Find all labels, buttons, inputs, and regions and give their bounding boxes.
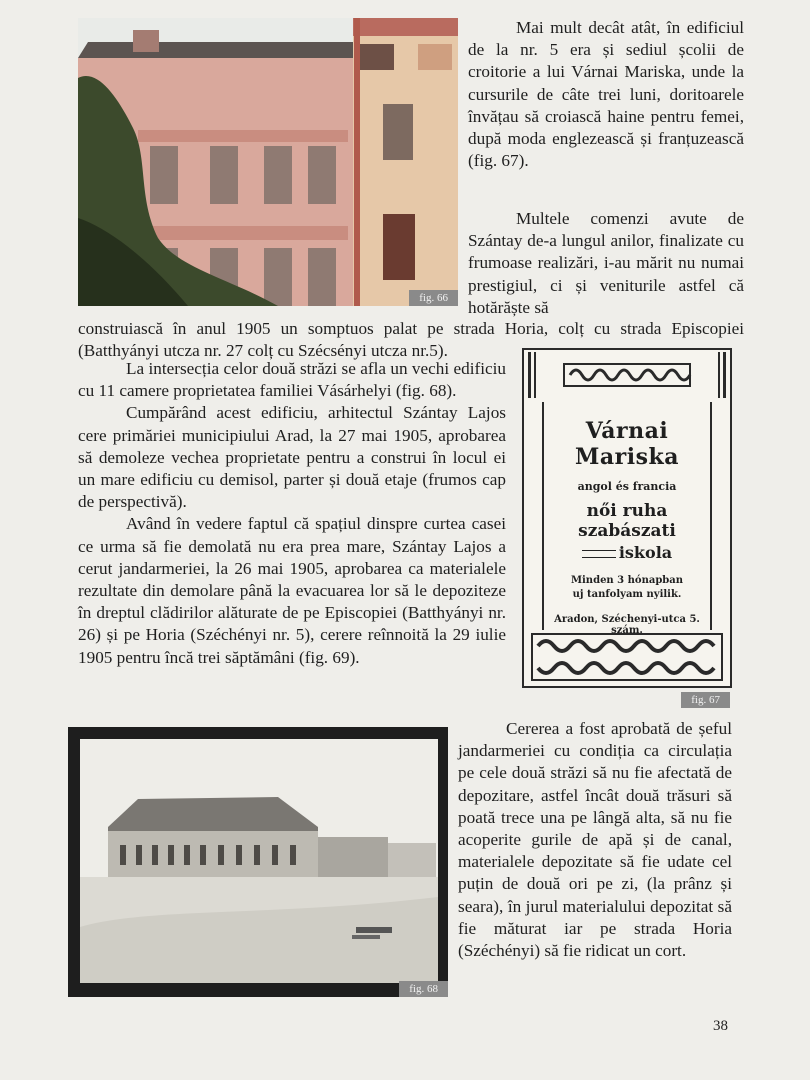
paragraph-2-part-b: construiască în anul 1905 un somptuos palat pe strada Horia, colț cu strada Episcopiei (Batthyányi utcza nr. 27 colț cu Szécsényi utcza nr.5). xyxy=(78,319,744,361)
street-photo-image xyxy=(68,727,448,997)
ad-address: Aradon, Széchenyi-utca 5. szám. xyxy=(554,614,700,636)
ad-name: Várnai Mariska xyxy=(575,418,679,470)
paragraphs-left-column xyxy=(78,358,506,669)
figure-68-street-photo xyxy=(68,727,448,997)
paragraph-5: Având în vedere faptul că spațiul dinspre curtea casei ce urma să fie demolată nu era prea mare, Szántay Lajos a cerut jandarmeriei, la 26 mai 1905, aprobarea ca materialele rezultate din demolare până la evacuarea lor să le depoziteze în dreptul clădirilor alăturate de pe Episcopiei (Batthyányi nr. 26) și pe Horia (Széchényi nr. 5), cerere reînnoită la 29 iulie 1905 pentru încă trei săptămâni (fig. 69). xyxy=(78,514,506,667)
building-photo-image xyxy=(78,18,458,306)
figure-66-label: fig. 66 xyxy=(409,290,458,306)
ad-text-panel xyxy=(542,402,712,636)
ad-subtitle: angol és francia xyxy=(577,480,677,493)
paragraph-3: La intersecția celor două străzi se afla un vechi edificiu cu 11 camere proprietatea familiei Vásárhelyi (fig. 68). xyxy=(78,359,506,401)
ad-top-ornament xyxy=(524,350,730,400)
figure-66-building-photo xyxy=(78,18,458,306)
paragraph-2-start xyxy=(468,208,744,319)
paragraph-1: Mai mult decât atât, în edificiul de la nr. 5 era și sediul școlii de croitorie a lui Várnai Mariska, unde la cursurile de câte trei luni, doritoarele învățau să croiască haine pentru femei, după moda englezească și franțuzească (fig. 67). xyxy=(468,18,744,171)
ad-bottom-ornament xyxy=(524,630,730,686)
ad-school-type: női ruha szabászati xyxy=(578,501,676,541)
ad-school: iskola xyxy=(544,543,710,562)
paragraph-6: Cererea a fost aprobată de șeful jandarmeriei cu condiția ca circulația pe cele două străzi să nu fie afectată de depozitare, astfel încât două trăsuri să poată trece una pe lângă alta, să nu fie acoperite gurile de apă și de canal, materialele depozitate să fie udate cel puțin de două ori pe zi, (la prânz și seara), în jurul materialului depozitat să fie măturat iar pe strada Horia (Széchényi) să fie ridicat un cort. xyxy=(458,719,732,961)
paragraph-2-part-a: Multele comenzi avute de Szántay de-a lungul anilor, finalizate cu frumoase realizări, i-au mărit nu numai prestigiul, ci și veniturile astfel că hotărăște să xyxy=(468,209,744,317)
ad-course-info: Minden 3 hónapban uj tanfolyam nyilik. xyxy=(570,575,684,600)
figure-68-label: fig. 68 xyxy=(399,981,448,997)
figure-67-label: fig. 67 xyxy=(681,692,730,708)
paragraph-4: Cumpărând acest edificiu, arhitectul Szántay Lajos cere primăriei municipiului Arad, la 27 mai 1905, aprobarea să demoleze vechea proprietate pentru a construi în locul ei un mare edificiu cu demisol, parter și două etaje (frumos cap de perspectivă). xyxy=(78,403,506,512)
figure-67-advertisement xyxy=(522,348,732,706)
page-number: 38 xyxy=(713,1018,728,1034)
